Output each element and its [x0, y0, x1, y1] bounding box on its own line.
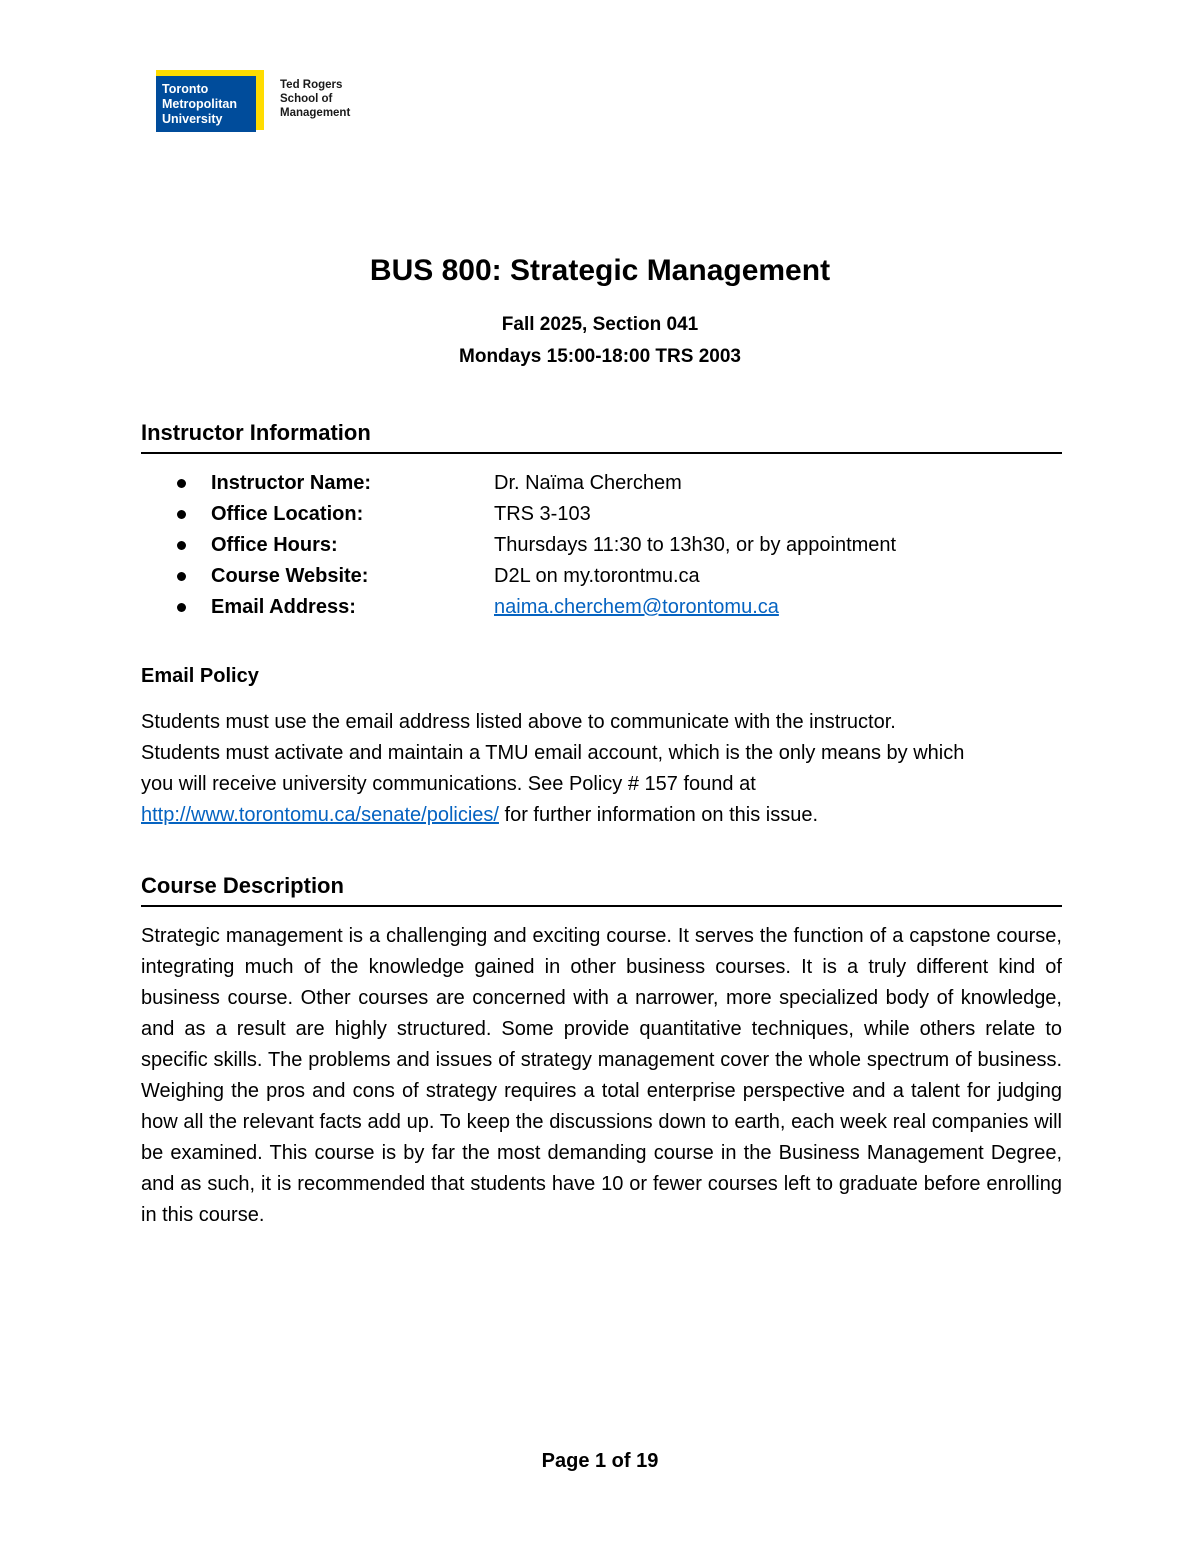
info-value: Thursdays 11:30 to 13h30, or by appointment	[494, 534, 897, 556]
logo-school-line: Management	[280, 107, 351, 119]
list-item	[141, 532, 1062, 563]
bullet-icon	[177, 572, 186, 581]
list-item	[141, 501, 1062, 532]
instructor-info-list	[141, 470, 1062, 625]
email-policy-tail: for further information on this issue.	[498, 804, 819, 826]
bullet-icon	[177, 541, 186, 550]
senate-policies-link[interactable]: http://www.torontomu.ca/senate/policies/	[141, 804, 499, 826]
info-label: Office Hours:	[211, 534, 338, 556]
logo-school-name	[280, 78, 350, 120]
course-title: BUS 800: Strategic Management	[369, 254, 831, 287]
info-value: TRS 3-103	[494, 503, 591, 525]
logo-school-line: Ted Rogers	[280, 79, 343, 91]
logo-university-line: University	[162, 112, 223, 126]
email-policy-text	[141, 707, 1062, 831]
list-item	[141, 594, 1062, 625]
info-label: Office Location:	[211, 503, 364, 525]
info-label: Instructor Name:	[211, 472, 372, 494]
info-label: Email Address:	[211, 596, 356, 618]
page-number: Page 1 of 19	[541, 1450, 659, 1472]
course-term: Fall 2025, Section 041	[501, 314, 699, 335]
course-description-heading: Course Description	[141, 873, 1062, 907]
logo-university-line: Toronto	[162, 82, 209, 96]
course-description-text: Strategic management is a challenging and exciting course. It serves the function of a capstone course, integrating much of the knowledge gained in other business courses. It is a truly different kind of business course. Other courses are concerned with a narrower, more specialized body of knowledge, and as a result are highly structured. Some provide quantitative techniques, while others relate to specific skills. The problems and issues of strategy management cover the whole spectrum of business. Weighing the pros and cons of strategy requires a total enterprise perspective and a talent for judging how all the relevant facts add up. To keep the discussions down to earth, each week real companies will be examined. This course is by far the most demanding course in the Business Management Degree, and as such, it is recommended that students have 10 or fewer courses left to graduate before enrolling in this course.	[141, 925, 1062, 1226]
logo-university-line: Metropolitan	[162, 97, 237, 111]
bullet-icon	[177, 479, 186, 488]
logo-blue-block	[156, 76, 256, 132]
info-value: D2L on my.torontmu.ca	[494, 565, 700, 587]
email-policy-line: Students must use the email address listed above to communicate with the instructor.	[141, 711, 896, 733]
info-label: Course Website:	[211, 565, 369, 587]
info-value: Dr. Naïma Cherchem	[494, 472, 682, 494]
email-policy-line	[141, 800, 1062, 831]
logo-school-line: School of	[280, 93, 333, 105]
list-item	[141, 470, 1062, 501]
bullet-icon	[177, 603, 186, 612]
course-schedule: Mondays 15:00-18:00 TRS 2003	[459, 346, 741, 367]
instructor-info-heading: Instructor Information	[141, 420, 1062, 454]
email-policy-heading: Email Policy	[141, 665, 259, 687]
email-policy-line: Students must activate and maintain a TMU email account, which is the only means by which	[141, 742, 965, 764]
email-link[interactable]: naima.cherchem@torontomu.ca	[494, 596, 779, 618]
email-policy-line: you will receive university communications. See Policy # 157 found at	[141, 773, 756, 795]
list-item	[141, 563, 1062, 594]
bullet-icon	[177, 510, 186, 519]
